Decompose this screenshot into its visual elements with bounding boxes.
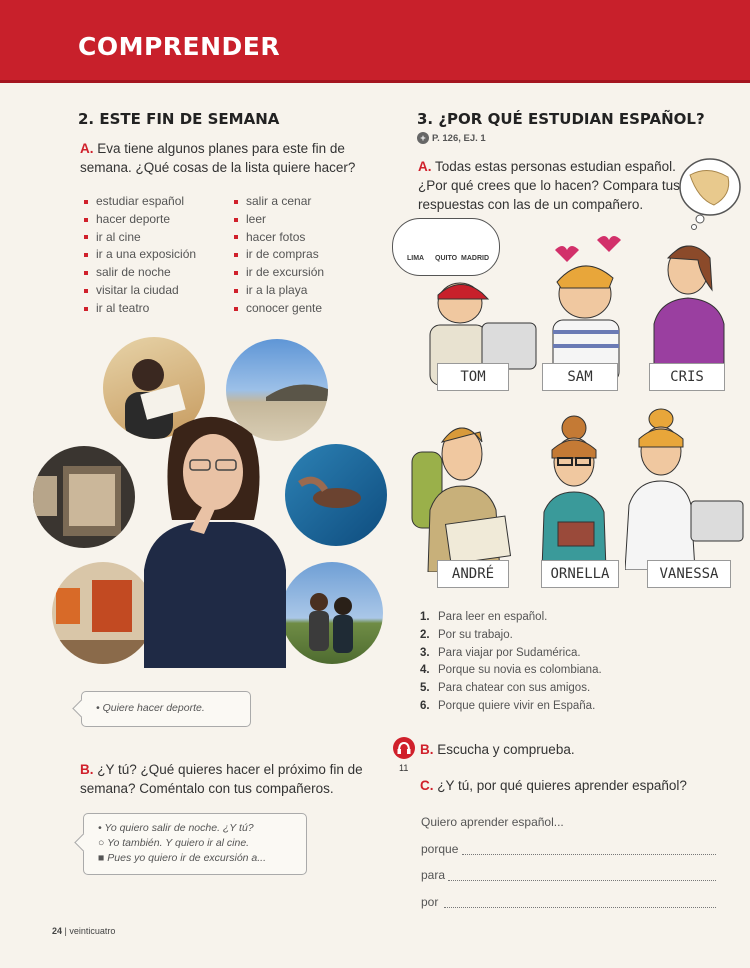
letter-b: B. xyxy=(420,742,434,757)
list-item: 5. Para chatear con sus amigos. xyxy=(420,682,591,695)
example-text: • Quiere hacer deporte. xyxy=(96,702,205,714)
list-item: 2. Por su trabajo. xyxy=(420,628,513,641)
section-3-instruction-a xyxy=(418,157,680,214)
map-thought-bubble xyxy=(678,155,743,230)
letter-a: A. xyxy=(80,141,94,156)
audio-track-icon[interactable] xyxy=(393,737,415,759)
name-card-tom: TOM xyxy=(437,363,509,391)
section-2-title: 2. ESTE FIN DE SEMANA xyxy=(78,110,280,128)
cris-illustration xyxy=(640,230,745,385)
city-label: MADRID xyxy=(461,255,489,262)
name-card-sam: SAM xyxy=(542,363,618,391)
excursion-image xyxy=(281,562,383,664)
fill-label-porque: porque xyxy=(421,842,459,856)
fill-line-por[interactable] xyxy=(444,907,716,908)
list-item: ir al teatro xyxy=(84,300,196,318)
section-2-instruction-b xyxy=(80,760,372,798)
name-card-ornella: ORNELLA xyxy=(541,560,619,588)
reasons-list xyxy=(420,609,602,716)
sam-illustration xyxy=(543,232,633,382)
swimmer-image xyxy=(285,444,387,546)
section-3-instruction-b xyxy=(420,740,575,759)
fill-intro: Quiero aprender español... xyxy=(421,815,564,829)
vanessa-illustration xyxy=(625,405,745,570)
instruction-a-text: Eva tiene algunos planes para este fin de semana. ¿Qué cosas de la lista quiere hacer? xyxy=(80,141,356,175)
track-number: 11 xyxy=(399,763,409,773)
dialog-line-2: ○ Yo también. Y quiero ir al cine. xyxy=(98,837,250,849)
ornella-illustration xyxy=(528,412,618,570)
bubble-tail xyxy=(74,833,92,851)
list-item: visitar la ciudad xyxy=(84,282,196,300)
list-item: estudiar español xyxy=(84,193,196,211)
page-word: veinticuatro xyxy=(69,926,116,936)
list-item: ir de excursión xyxy=(234,264,324,282)
list-item: 4. Porque su novia es colombiana. xyxy=(420,664,602,677)
fill-label-para: para xyxy=(421,868,446,882)
fill-label-por: por xyxy=(421,895,439,909)
name-card-andre: ANDRÉ xyxy=(437,560,509,588)
list-item: ir al cine xyxy=(84,229,196,247)
photo-swimming xyxy=(285,444,387,546)
letter-c: C. xyxy=(420,778,434,793)
workbook-reference xyxy=(417,132,486,144)
instruction-b-text: ¿Y tú? ¿Qué quieres hacer el próximo fin de semana? Coméntalo con tus compañeros. xyxy=(80,762,363,796)
page-number: 24 xyxy=(52,926,63,936)
activity-list-left xyxy=(84,193,196,318)
list-item: hacer deporte xyxy=(84,211,196,229)
list-item: conocer gente xyxy=(234,300,324,318)
letter-b: B. xyxy=(80,762,94,777)
photo-excursion xyxy=(281,562,383,664)
list-item: salir a cenar xyxy=(234,193,324,211)
fill-line-para[interactable] xyxy=(448,880,716,881)
activity-list-right xyxy=(234,193,324,318)
photo-shop xyxy=(33,446,135,548)
headphones-icon xyxy=(393,737,415,759)
letter-a: A. xyxy=(418,159,432,174)
section-2-instruction-a xyxy=(80,139,370,177)
section-3-instruction-c xyxy=(420,776,687,795)
list-item: 1. Para leer en español. xyxy=(420,611,548,623)
bubble-tail xyxy=(72,699,90,717)
city-label: LIMA xyxy=(407,255,425,262)
city-label: QUITO xyxy=(435,255,458,262)
example-speech-bubble xyxy=(81,691,251,727)
name-card-cris: CRIS xyxy=(649,363,725,391)
list-item: 3. Para viajar por Sudamérica. xyxy=(420,646,581,659)
header-banner xyxy=(0,0,750,83)
page-title: COMPRENDER xyxy=(78,32,281,61)
page-footer: 24 | veinticuatro xyxy=(52,926,116,936)
reference-text: P. 126, EJ. 1 xyxy=(432,133,486,144)
list-item: 6. Porque quiere vivir en España. xyxy=(420,699,596,712)
instruction-a-text: Todas estas personas estudian español. ¿Por qué crees que lo hacen? Compara tus respuestas con las de un compañero. xyxy=(418,159,680,212)
list-item: leer xyxy=(234,211,324,229)
eva-figure xyxy=(134,410,294,668)
section-3-title: 3. ¿POR QUÉ ESTUDIAN ESPAÑOL? xyxy=(417,110,705,128)
list-item: ir a la playa xyxy=(234,282,324,300)
andre-illustration xyxy=(408,412,520,572)
list-item: ir a una exposición xyxy=(84,246,196,264)
dialog-line-1: • Yo quiero salir de noche. ¿Y tú? xyxy=(98,822,254,834)
name-card-vanessa: VANESSA xyxy=(647,560,731,588)
cities-thought-bubble xyxy=(392,218,500,276)
list-item: ir de compras xyxy=(234,246,324,264)
dialog-line-3: ■ Pues yo quiero ir de excursión a... xyxy=(98,852,267,864)
list-item: salir de noche xyxy=(84,264,196,282)
instruction-b-text: Escucha y comprueba. xyxy=(437,742,575,757)
plus-icon: + xyxy=(417,132,429,144)
shop-image xyxy=(33,446,135,548)
fill-line-porque[interactable] xyxy=(462,854,716,855)
dialog-speech-bubble xyxy=(83,813,307,875)
list-item: hacer fotos xyxy=(234,229,324,247)
instruction-c-text: ¿Y tú, por qué quieres aprender español? xyxy=(437,778,687,793)
